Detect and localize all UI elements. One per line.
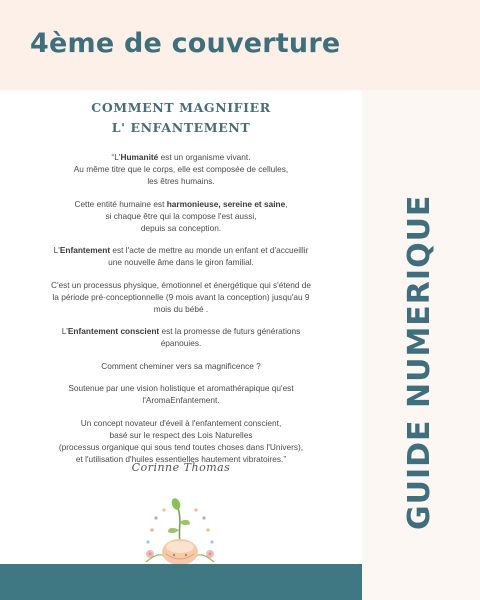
cover-title-line-1: COMMENT MAGNIFIER (91, 100, 271, 115)
author-signature: Corinne Thomas (131, 461, 231, 474)
paragraph-conscient: L'Enfantement conscient est la promesse de futurs générations épanouies. (61, 326, 301, 348)
page-heading: 4ème de couverture (30, 28, 341, 59)
paragraph-question: Comment cheminer vers sa magnificence ? (101, 360, 261, 371)
paragraph-vision: Soutenue par une vision holistique et aromathérapique qu'est l'AromaEnfantement. (68, 383, 294, 405)
paragraph-processus: C'est un processus physique, émotionnel et énergétique qui s'étend de la période pré-conceptionnelle (9 mois avant la conception) jusqu'au 9 mois du bébé . (50, 279, 312, 314)
paragraph-concept: Un concept novateur d'éveil à l'enfantement conscient, basé sur le respect des Lois Naturelles (processus organique qui sous tend toutes choses dans l'Univers), et l'utilisation d'huiles essentielles hautement vibratoires.” (58, 417, 304, 464)
seed-illustration-icon (130, 492, 230, 570)
footer-band (0, 564, 362, 600)
paragraph-enfantement: L'Enfantement est l'acte de mettre au monde un enfant et d'accueillir une nouvelle âme dans le giron familial. (53, 245, 309, 267)
guide-label: GUIDE NUMERIQUE (402, 194, 437, 530)
cover-text (20, 151, 342, 475)
paragraph-entite: Cette entité humaine est harmonieuse, sereine et saine, si chaque être qui la compose l'est aussi, depuis sa conception. (74, 198, 288, 233)
paragraph-humanite: “L'Humanité est un organisme vivant. Au même titre que le corps, elle est composée de cellules, les êtres humains. (73, 152, 289, 186)
cover-title-line-2: L' ENFANTEMENT (111, 120, 251, 135)
